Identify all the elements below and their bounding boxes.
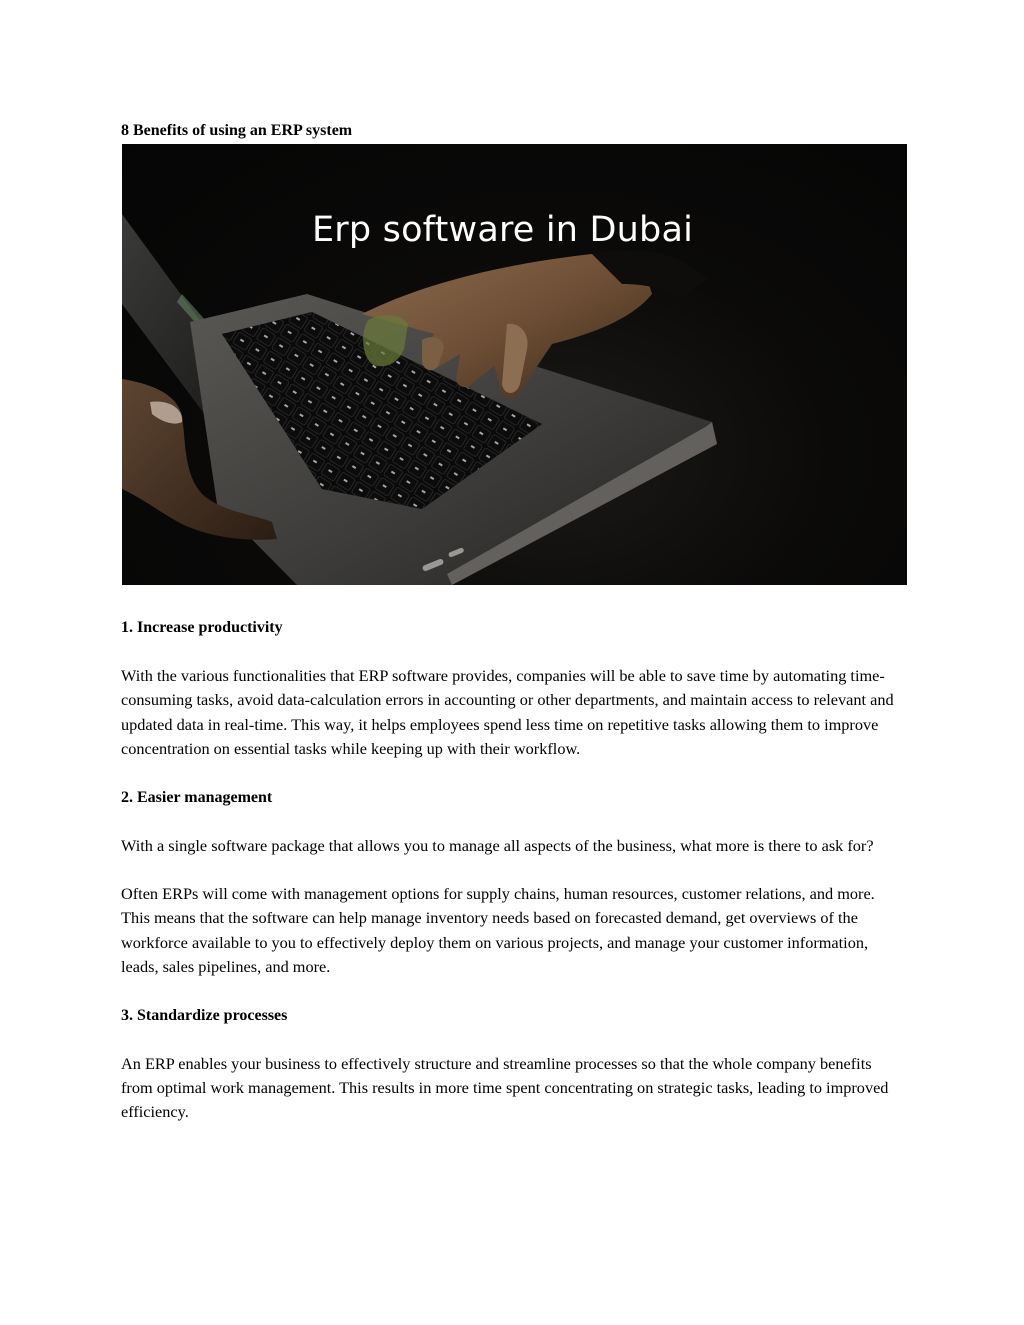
- document-content: [121, 120, 906, 1125]
- document-title: 8 Benefits of using an ERP system: [121, 122, 353, 139]
- section-paragraph: An ERP enables your business to effectively structure and streamline processes so that the whole company benefits from optimal work management. This results in more time spent concentrating on strategic tasks, leading to improved efficiency.: [121, 1053, 889, 1122]
- section-heading: 1. Increase productivity: [121, 619, 283, 636]
- section-heading: 2. Easier management: [121, 788, 273, 806]
- section-paragraph: Often ERPs will come with management options for supply chains, human resources, customer relations, and more. This means that the software can help manage inventory needs based on forecasted demand, get overviews of the workforce available to you to effectively deploy them on various projects, and manage your customer information, leads, sales pipelines, and more.: [121, 884, 875, 977]
- section-paragraph: With a single software package that allows you to manage all aspects of the business, what more is there to ask for?: [121, 835, 874, 855]
- hero-caption: Erp software in Dubai: [311, 210, 694, 250]
- section-heading: 3. Standardize processes: [121, 1006, 288, 1024]
- hero-image: [122, 144, 907, 585]
- section-paragraph: With the various functionalities that ERP software provides, companies will be able to save time by automating time-consuming tasks, avoid data-calculation errors in accounting or other departments, and maintain access to relevant and updated data in real-time. This way, it helps employees spend less time on repetitive tasks allowing them to improve concentration on essential tasks while keeping up with their workflow.: [121, 666, 894, 759]
